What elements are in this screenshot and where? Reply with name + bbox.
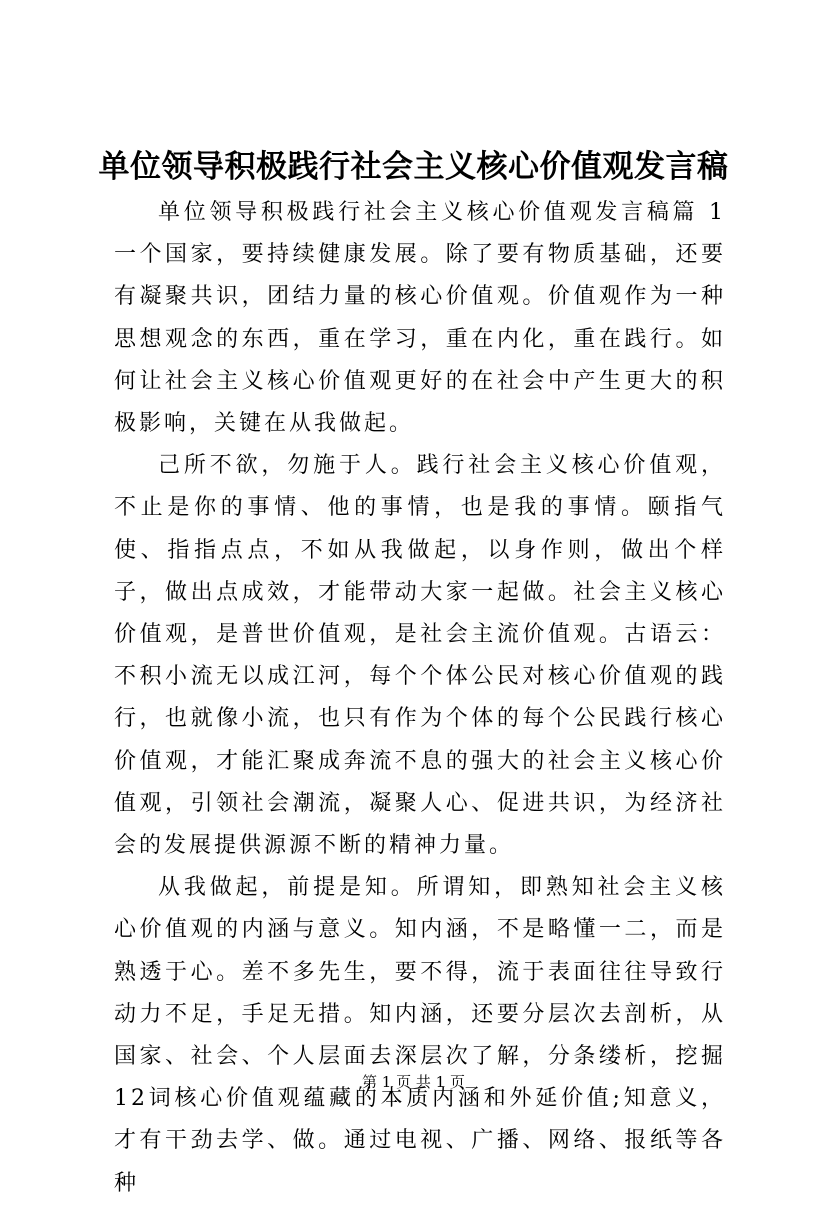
document-body — [114, 192, 726, 1205]
document-title: 单位领导积极践行社会主义核心价值观发言稿 — [98, 149, 729, 185]
paragraph-2: 己所不欲，勿施于人。践行社会主义核心价值观，不止是你的事情、他的事情，也是我的事情。颐指气使、指指点点，不如从我做起，以身作则，做出个样子，做出点成效，才能带动大家一起做。社会主义核心价值观，是普世价值观，是社会主流价值观。古语云：不积小流无以成江河，每个个体公民对核心价值观的践行，也就像小流，也只有作为个体的每个公民践行核心价值观，才能汇聚成奔流不息的强大的社会主义核心价值观，引领社会潮流，凝聚人心、促进共识，为经济社会的发展提供源源不断的精神力量。 — [114, 453, 726, 859]
paragraph-1: 单位领导积极践行社会主义核心价值观发言稿篇 1 一个国家，要持续健康发展。除了要有物质基础，还要有凝聚共识，团结力量的核心价值观。价值观作为一种思想观念的东西，重在学习，重在内化，重在践行。如何让社会主义核心价值观更好的在社会中产生更大的积极影响，关键在从我做起。 — [114, 200, 726, 437]
page-footer: 第 1 页 共 1 页 — [362, 1073, 465, 1091]
paragraph-3: 从我做起，前提是知。所谓知，即熟知社会主义核心价值观的内涵与意义。知内涵，不是略懂一二，而是熟透于心。差不多先生，要不得，流于表面往往导致行动力不足，手足无措。知内涵，还要分层次去剖析，从国家、社会、个人层面去深层次了解，分条缕析，挖掘12词核心价值观蕴藏的本质内涵和外延价值;知意义，才有干劲去学、做。通过电视、广播、网络、报纸等各种 — [114, 875, 726, 1196]
